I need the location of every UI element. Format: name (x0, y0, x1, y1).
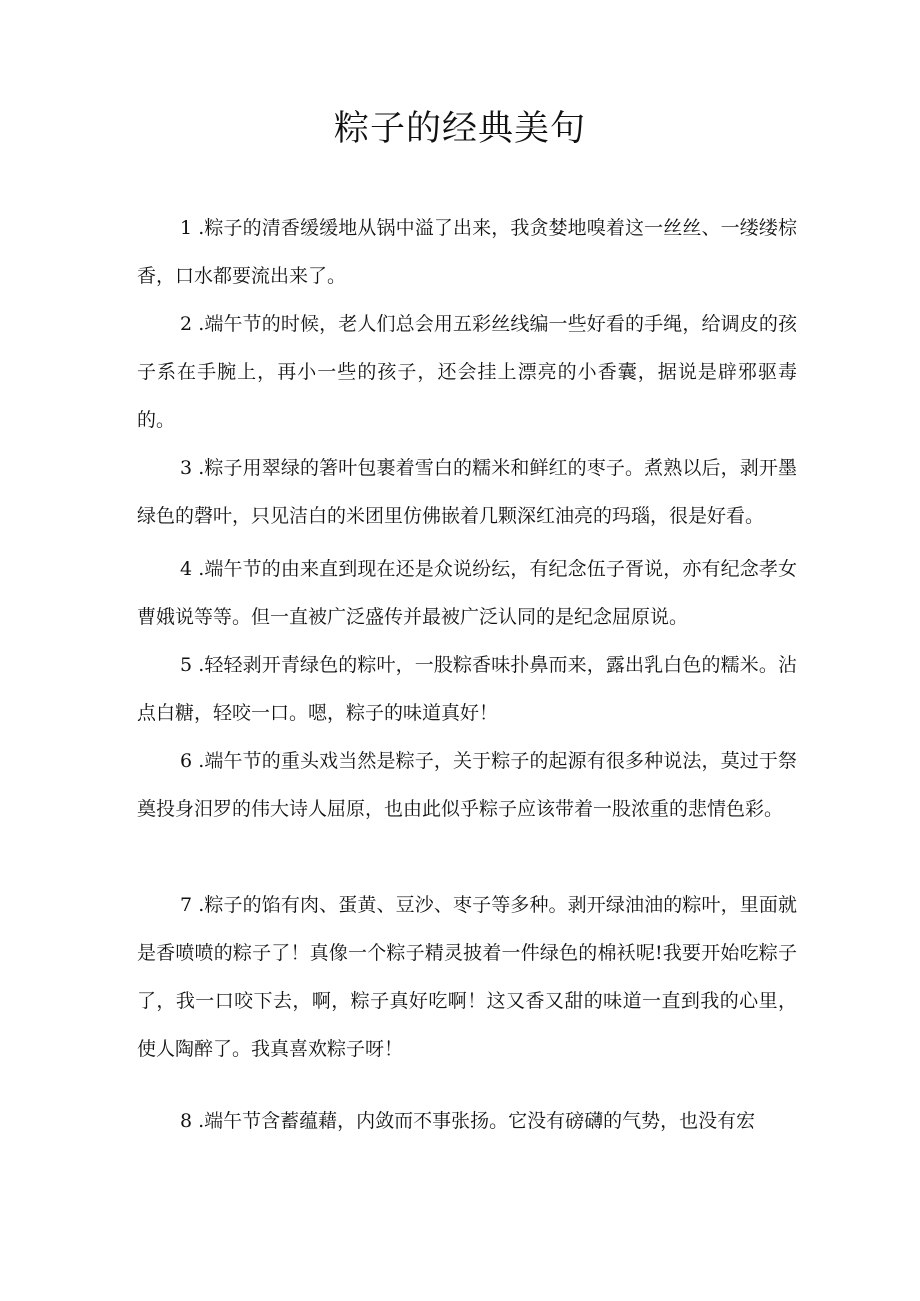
paragraph-6: 6 .端午节的重头戏当然是粽子，关于粽子的起源有很多种说法，莫过于祭奠投身汨罗的伟大诗人屈原，也由此似乎粽子应该带着一股浓重的悲情色彩。 (137, 750, 797, 820)
paragraph-4: 4 .端午节的由来直到现在还是众说纷纭，有纪念伍子胥说，亦有纪念孝女曹娥说等等。但一直被广泛盛传并最被广泛认同的是纪念屈原说。 (137, 558, 797, 628)
paragraph-7: 7 .粽子的馅有肉、蛋黄、豆沙、枣子等多种。剥开绿油油的粽叶，里面就是香喷喷的粽子了！真像一个粽子精灵披着一件绿色的棉袄呢!我要开始吃粽子了，我一口咬下去，啊，粽子真好吃啊！这又香又甜的味道一直到我的心里，使人陶醉了。我真喜欢粽子呀！ (137, 894, 797, 1060)
paragraph-2: 2 .端午节的时候，老人们总会用五彩丝线编一些好看的手绳，给调皮的孩子系在手腕上，再小一些的孩子，还会挂上漂亮的小香囊，据说是辟邪驱毒的。 (137, 313, 797, 431)
paragraph-1: 1 .粽子的清香缓缓地从锅中溢了出来，我贪婪地嗅着这一丝丝、一缕缕棕香，口水都要流出来了。 (137, 217, 797, 287)
paragraph-3: 3 .粽子用翠绿的箸叶包裹着雪白的糯米和鲜红的枣子。煮熟以后，剥开墨绿色的磬叶，只见洁白的米团里仿佛嵌着几颗深红油亮的玛瑙，很是好看。 (137, 457, 797, 527)
paragraph-5: 5 .轻轻剥开青绿色的粽叶，一股粽香味扑鼻而来，露出乳白色的糯米。沾点白糖，轻咬一口。嗯，粽子的味道真好！ (137, 654, 797, 724)
page-title: 粽子的经典美句 (333, 109, 586, 149)
paragraph-8: 8 .端午节含蓄蕴藉，内敛而不事张扬。它没有磅礴的气势，也没有宏 (180, 1110, 756, 1132)
